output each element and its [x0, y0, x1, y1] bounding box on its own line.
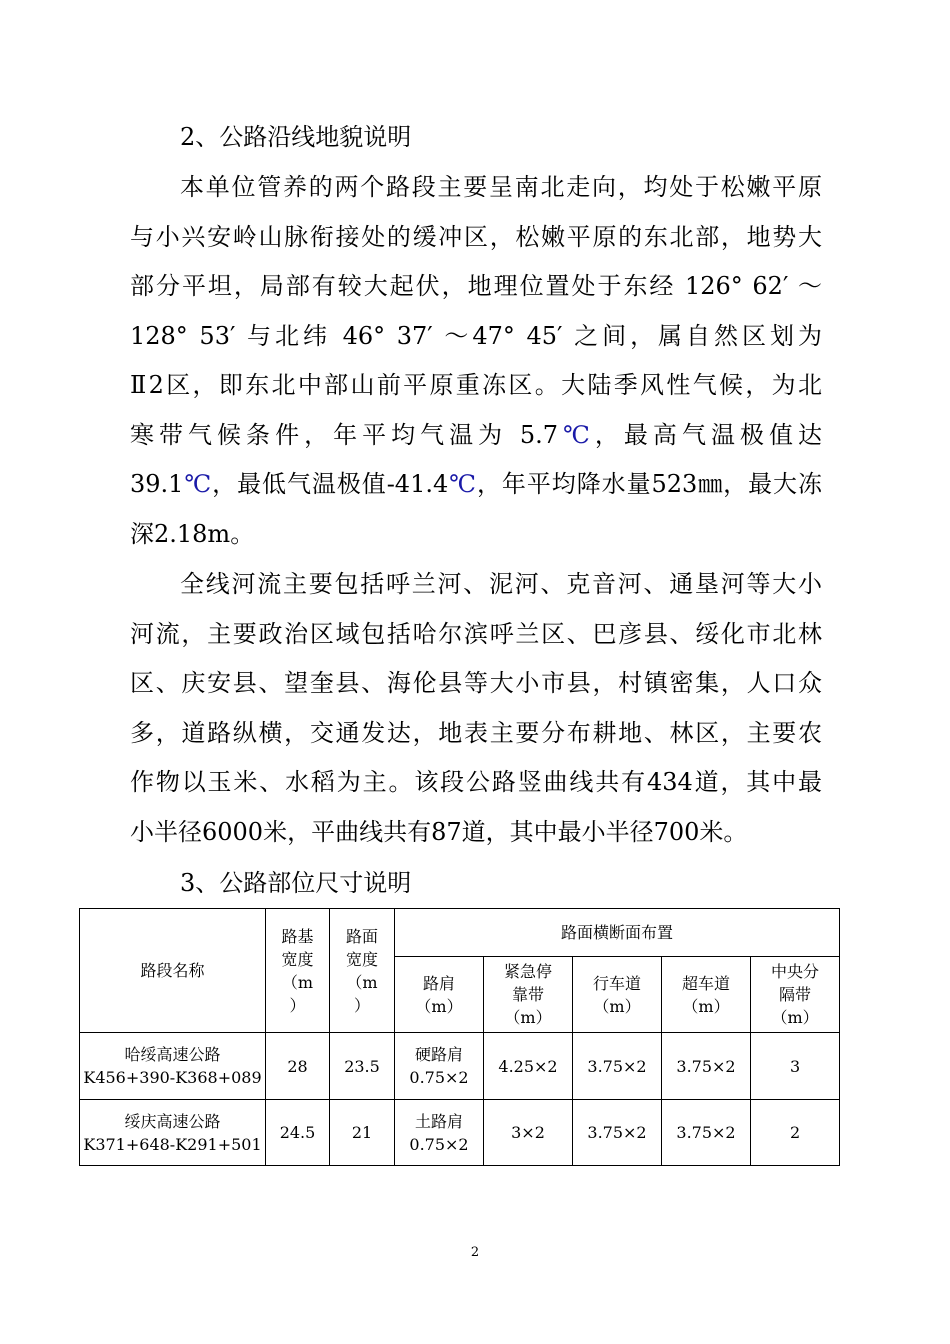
table-row	[80, 1100, 840, 1166]
text-line: 128° 53′ 与北纬 46° 37′ ～47° 45′ 之间，属自然区划为	[130, 321, 822, 350]
cell-emergency: 3×2	[484, 1100, 573, 1166]
text-line: 与小兴安岭山脉衔接处的缓冲区，松嫩平原的东北部，地势大	[130, 222, 822, 251]
cell-subgrade: 28	[266, 1033, 330, 1100]
text-line: 区、庆安县、望奎县、海伦县等大小市县，村镇密集，人口众	[130, 669, 822, 697]
header-traffic-lane: 行车道 （m）	[573, 957, 662, 1033]
road-dimension-table	[79, 908, 840, 1166]
header-median: 中央分 隔带 （m）	[751, 957, 840, 1033]
header-subgrade-width: 路基 宽度 （m ）	[266, 909, 330, 1033]
section-3-heading: 3、公路部位尺寸说明	[180, 869, 412, 897]
cell-lane: 3.75×2	[573, 1100, 662, 1166]
text-line: 本单位管养的两个路段主要呈南北走向，均处于松嫩平原	[180, 173, 822, 201]
header-road-name: 路段名称	[80, 909, 266, 1033]
text-line: 部分平坦，局部有较大起伏，地理位置处于东经 126° 62′ ～	[130, 272, 822, 300]
section-2-heading: 2、公路沿线地貌说明	[180, 123, 412, 151]
cell-shoulder: 土路肩 0.75×2	[395, 1100, 484, 1166]
header-overtaking-lane: 超车道 （m）	[662, 957, 751, 1033]
cell-road-name: 绥庆高速公路 K371+648-K291+501	[80, 1100, 266, 1166]
header-emergency-lane: 紧急停 靠带 （m）	[484, 957, 573, 1033]
cell-median: 3	[751, 1033, 840, 1100]
header-shoulder: 路肩 （m）	[395, 957, 484, 1033]
cell-subgrade: 24.5	[266, 1100, 330, 1166]
text-line: 作物以玉米、水稻为主。该段公路竖曲线共有434道，其中最	[130, 768, 822, 796]
header-cross-section: 路面横断面布置	[395, 909, 840, 957]
cell-pavement: 23.5	[330, 1033, 395, 1100]
cell-overtake: 3.75×2	[662, 1100, 751, 1166]
text-line: 深2.18m。	[130, 519, 255, 548]
paragraph-landform	[130, 163, 822, 559]
text-line: 河流，主要政治区域包括哈尔滨呼兰区、巴彦县、绥化市北林	[130, 619, 822, 648]
cell-shoulder: 硬路肩 0.75×2	[395, 1033, 484, 1100]
text-line: Ⅱ2区，即东北中部山前平原重冻区。大陆季风性气候，为北	[130, 371, 822, 399]
cell-lane: 3.75×2	[573, 1033, 662, 1100]
text-line: 小半径6000米，平曲线共有87道，其中最小半径700米。	[130, 817, 748, 846]
text-line: 寒带气候条件，年平均气温为 5.7℃，最高气温极值达	[130, 420, 823, 449]
cell-road-name: 哈绥高速公路 K456+390-K368+089	[80, 1033, 266, 1100]
page-number: 2	[470, 1245, 480, 1260]
cell-overtake: 3.75×2	[662, 1033, 751, 1100]
table-row	[80, 1033, 840, 1100]
paragraph-rivers	[130, 560, 822, 857]
cell-median: 2	[751, 1100, 840, 1166]
text-line: 39.1℃，最低气温极值-41.4℃，年平均降水量523㎜，最大冻	[130, 470, 822, 498]
text-line: 多，道路纵横，交通发达，地表主要分布耕地、林区，主要农	[130, 718, 822, 747]
header-pavement-width: 路面 宽度 （m ）	[330, 909, 395, 1033]
cell-pavement: 21	[330, 1100, 395, 1166]
cell-emergency: 4.25×2	[484, 1033, 573, 1100]
text-line: 全线河流主要包括呼兰河、泥河、克音河、通垦河等大小	[180, 570, 822, 598]
